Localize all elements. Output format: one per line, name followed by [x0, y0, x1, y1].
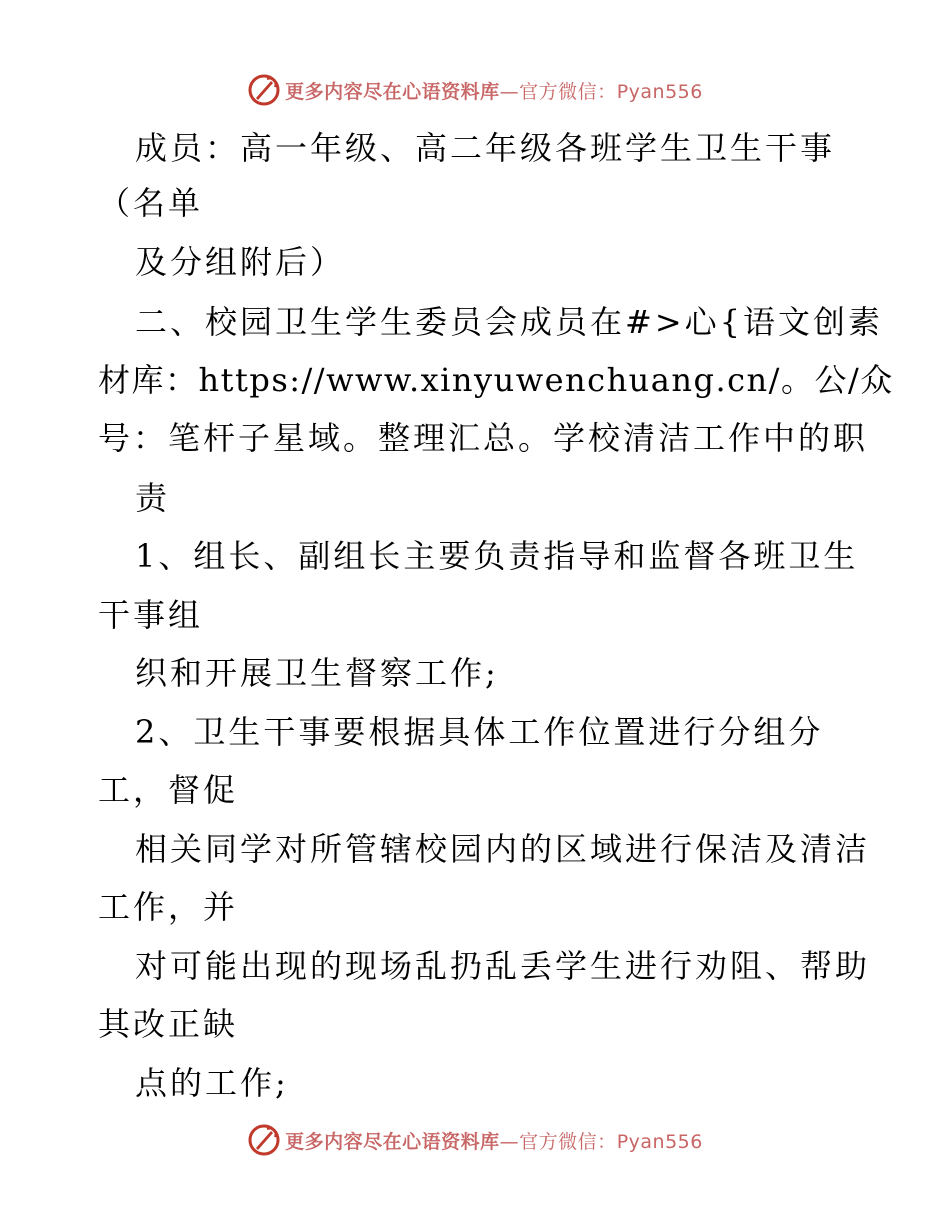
banner-title: 更多内容尽在心语资料库: [285, 1130, 500, 1153]
text-line: 2、卫生干事要根据具体工作位置进行分组分: [135, 713, 824, 751]
header-watermark-banner: [0, 70, 950, 110]
text-line: 其改正缺: [98, 1005, 239, 1043]
text-line: 及分组附后）: [135, 243, 346, 281]
text-line: 1、组长、副组长主要负责指导和监督各班卫生: [135, 537, 859, 575]
text-line: 材库：https://www.xinyuwenchuang.cn/。公/众: [98, 361, 894, 399]
text-line: 工，督促: [98, 771, 239, 809]
banner-text: [285, 1127, 703, 1154]
footer-watermark-banner: [0, 1120, 950, 1160]
text-line: 工作，并: [98, 888, 239, 926]
banner-text: [285, 77, 703, 104]
text-line: 成员：高一年级、高二年级各班学生卫生干事: [135, 129, 836, 167]
banner-wechat-id: Pyan556: [616, 1130, 703, 1153]
text-line: 点的工作;: [135, 1064, 289, 1102]
text-line: 相关同学对所管辖校园内的区域进行保洁及清洁: [135, 830, 871, 868]
text-line: 责: [135, 479, 171, 517]
text-line: 号：笔杆子星域。整理汇总。学校清洁工作中的职: [98, 419, 869, 457]
quill-logo-icon: [247, 73, 281, 107]
text-line: 织和开展卫生督察工作;: [135, 654, 499, 692]
banner-title: 更多内容尽在心语资料库: [285, 80, 500, 103]
banner-wechat-label: 官方微信：: [519, 80, 617, 103]
banner-dash: —: [499, 1130, 520, 1153]
banner-wechat-label: 官方微信：: [519, 1130, 617, 1153]
text-line: 干事组: [98, 596, 204, 634]
text-line: （名单: [98, 184, 204, 222]
text-line: 二、校园卫生学生委员会成员在#>心{语文创素: [135, 303, 883, 341]
banner-dash: —: [499, 80, 520, 103]
quill-logo-icon: [247, 1123, 281, 1157]
banner-wechat-id: Pyan556: [616, 80, 703, 103]
text-line: 对可能出现的现场乱扔乱丢学生进行劝阻、帮助: [135, 947, 871, 985]
